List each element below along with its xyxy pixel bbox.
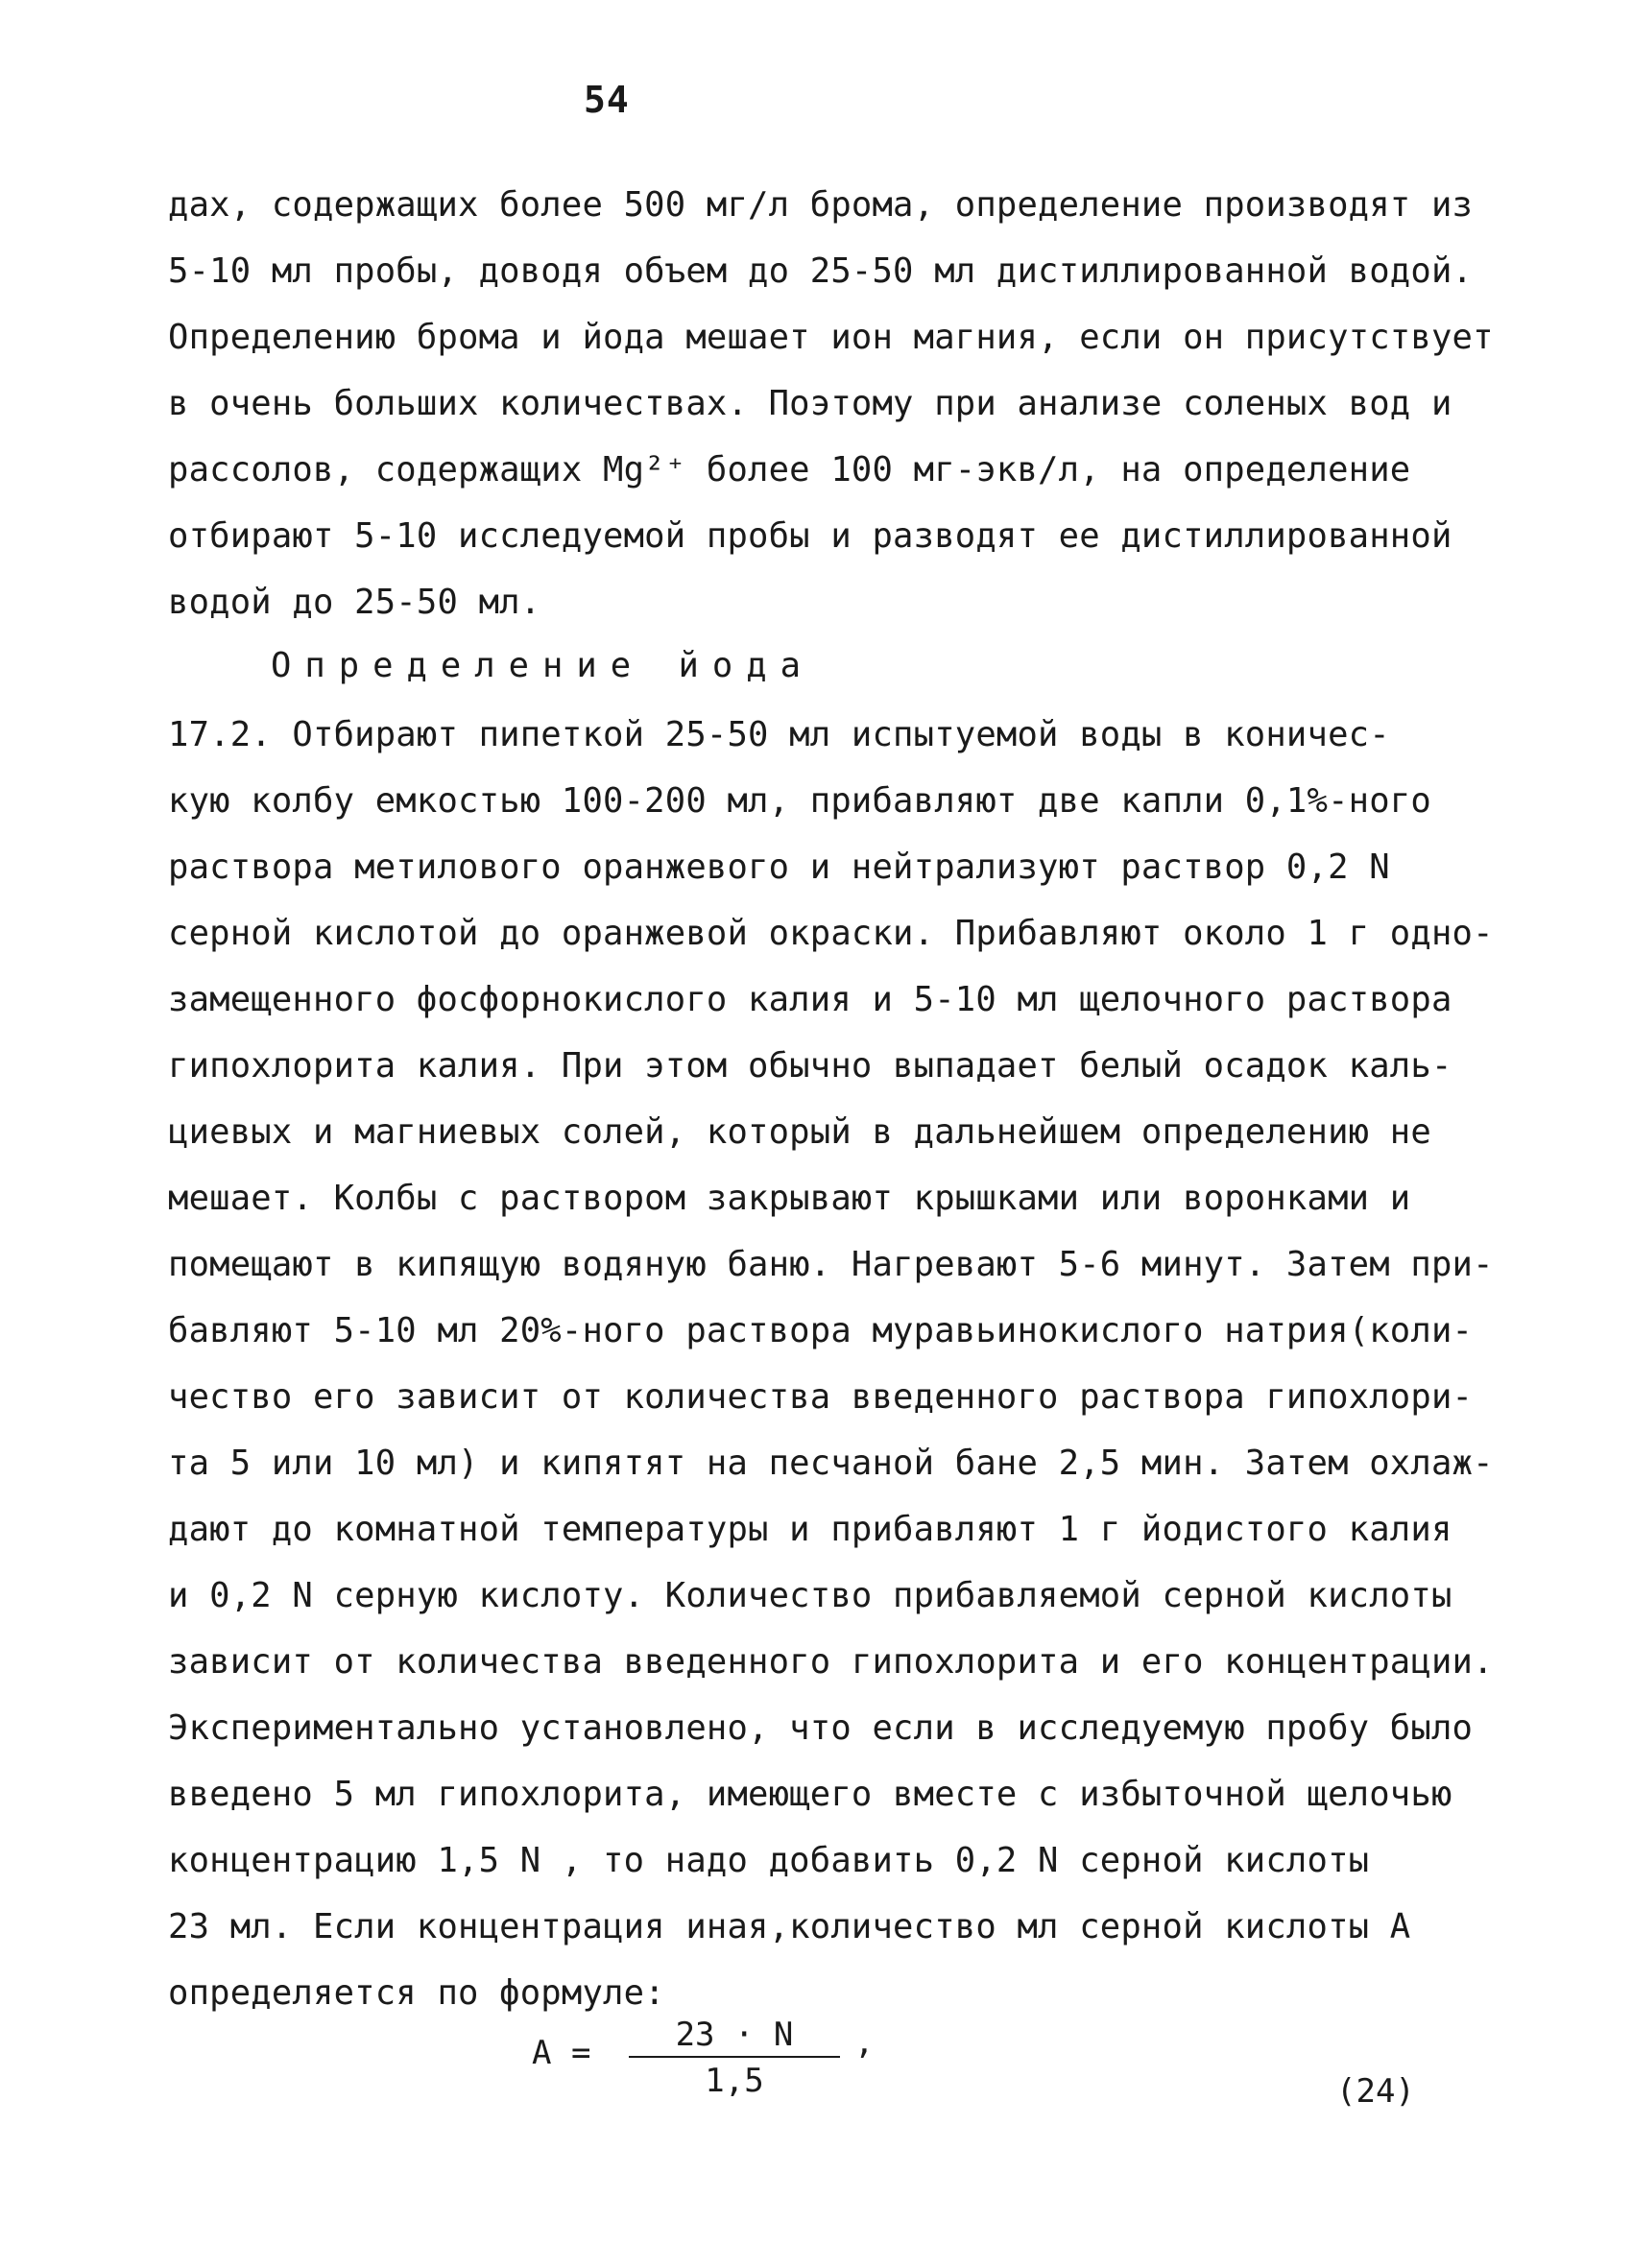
text-line: серной кислотой до оранжевой окраски. Прибавляют около 1 г одно- (168, 914, 1494, 953)
text-line: 17.2. Отбирают пипеткой 25-50 мл испытуемой воды в коничес- (168, 715, 1390, 754)
fraction-bar (629, 2056, 840, 2058)
formula-denominator: 1,5 (705, 2062, 764, 2100)
formula-lhs: A = (532, 2034, 591, 2072)
text-line: раствора метилового оранжевого и нейтрализуют раствор 0,2 N (168, 848, 1390, 887)
text-line: бавляют 5-10 мл 20%-ного раствора муравьинокислого натрия(коли- (168, 1311, 1474, 1350)
text-line: в очень больших количествах. Поэтому при анализе соленых вод и (168, 384, 1452, 423)
text-line: та 5 или 10 мл) и кипятят на песчаной бане 2,5 мин. Затем охлаж- (168, 1444, 1494, 1483)
text-line: помещают в кипящую водяную баню. Нагревают 5-6 минут. Затем при- (168, 1245, 1494, 1284)
text-line: циевых и магниевых солей, который в дальнейшем определению не (168, 1112, 1431, 1152)
text-line: зависит от количества введенного гипохлорита и его концентрации. (168, 1642, 1494, 1682)
text-line: 5-10 мл пробы, доводя объем до 25-50 мл дистиллированной водой. (168, 251, 1474, 291)
page-number: 54 (584, 79, 630, 121)
text-line: Экспериментально установлено, что если в исследуемую пробу было (168, 1708, 1474, 1748)
text-line: отбирают 5-10 исследуемой пробы и разводят ее дистиллированной (168, 516, 1452, 556)
text-line: кую колбу емкостью 100-200 мл, прибавляют две капли 0,1%-ного (168, 781, 1431, 821)
text-line: мешает. Колбы с раствором закрывают крышками или воронками и (168, 1179, 1411, 1218)
section-heading: Определение йода (271, 646, 814, 685)
equation-number: (24) (1336, 2072, 1415, 2111)
formula-numerator: 23 · N (675, 2016, 794, 2054)
text-line: концентрацию 1,5 N , то надо добавить 0,2 N серной кислоты (168, 1841, 1370, 1880)
text-line: определяется по формуле: (168, 1973, 665, 2013)
text-line: введено 5 мл гипохлорита, имеющего вместе с избыточной щелочью (168, 1775, 1452, 1814)
text-line: и 0,2 N серную кислоту. Количество прибавляемой серной кислоты (168, 1576, 1452, 1615)
text-line: 23 мл. Если концентрация иная,количество мл серной кислоты A (168, 1907, 1411, 1946)
text-line: дают до комнатной температуры и прибавляют 1 г йодистого калия (168, 1510, 1452, 1549)
text-line: чество его зависит от количества введенного раствора гипохлори- (168, 1377, 1474, 1417)
text-line: гипохлорита калия. При этом обычно выпадает белый осадок каль- (168, 1046, 1452, 1086)
text-line: дах, содержащих более 500 мг/л брома, определение производят из (168, 185, 1474, 225)
text-line: замещенного фосфорнокислого калия и 5-10 мл щелочного раствора (168, 980, 1452, 1019)
text-line: Определению брома и йода мешает ион магния, если он присутствует (168, 318, 1494, 357)
text-line: водой до 25-50 мл. (168, 583, 541, 622)
formula-comma: , (854, 2023, 875, 2062)
formula-fraction (629, 2016, 840, 2100)
text-line: рассолов, содержащих Mg²⁺ более 100 мг-экв/л, на определение (168, 450, 1411, 489)
